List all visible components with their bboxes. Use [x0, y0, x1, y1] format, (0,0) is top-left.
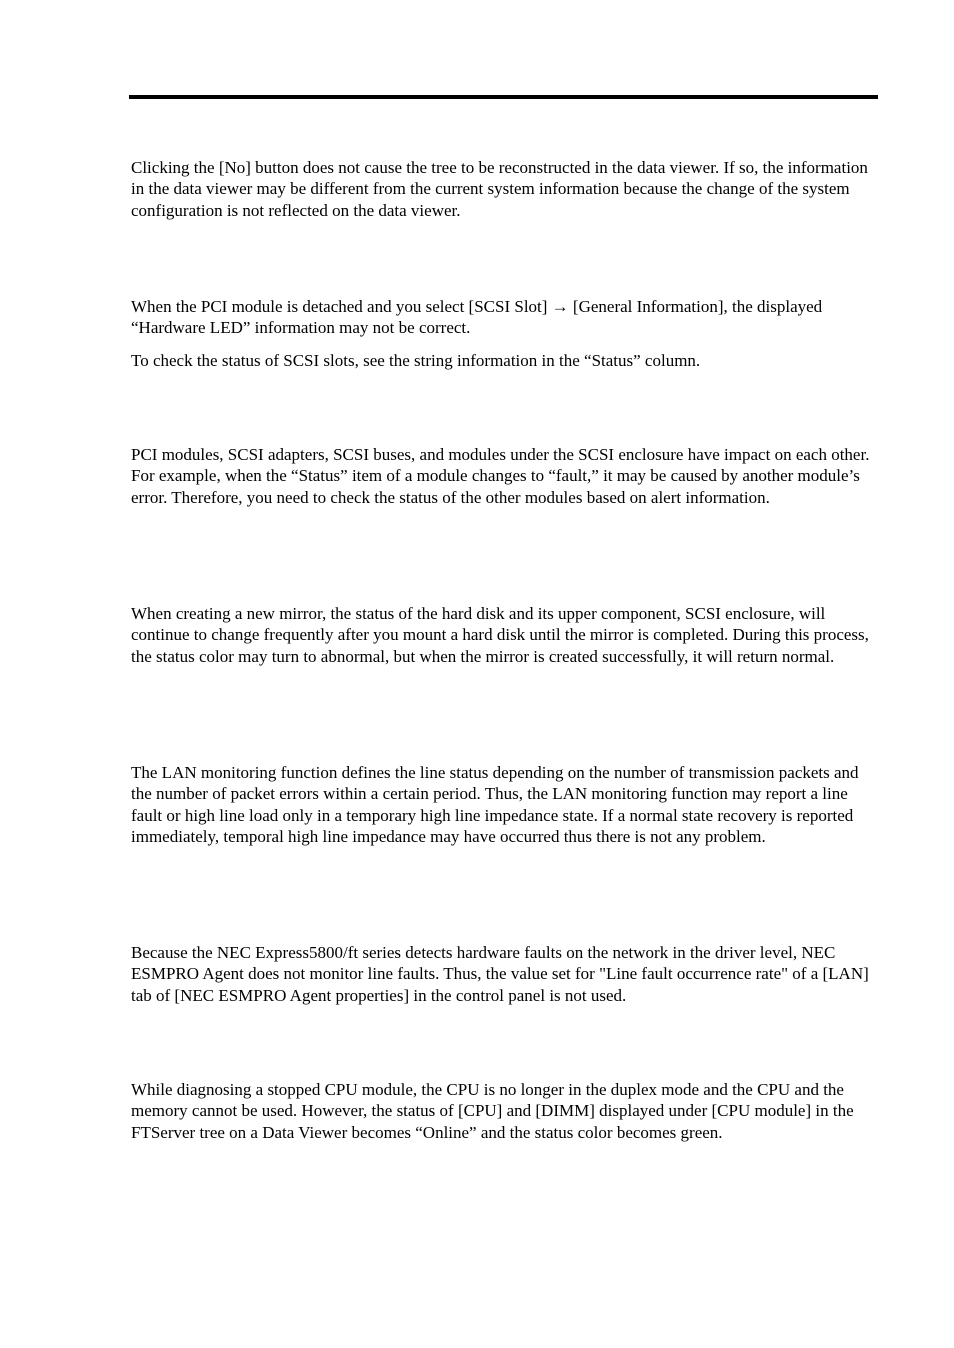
paragraph-tree-reconstruct: Clicking the [No] button does not cause the tree to be reconstructed in the data viewer. If so, the information in the data viewer may be different from the current system information because the change of the system configuration is not reflected on the data viewer. — [131, 158, 868, 220]
paragraph-scsi-slot-status: To check the status of SCSI slots, see the string information in the “Status” column. — [131, 351, 701, 370]
paragraph-lan-monitoring: The LAN monitoring function defines the line status depending on the number of transmission packets and the number of packet errors within a certain period. Thus, the LAN monitoring function may report a line fault or high line load only in a temporary high line impedance state. If a normal state recovery is reported immediately, temporal high line impedance may have occurred thus there is not any problem. — [131, 763, 859, 847]
paragraph-new-mirror: When creating a new mirror, the status of the hard disk and its upper component, SCSI enclosure, will continue to change frequently after you mount a hard disk until the mirror is completed. During this process, the status color may turn to abnormal, but when the mirror is created successfully, it will return normal. — [131, 604, 869, 666]
paragraph-cpu-diagnosis: While diagnosing a stopped CPU module, the CPU is no longer in the duplex mode and the CPU and the memory cannot be used. However, the status of [CPU] and [DIMM] displayed under [CPU module] in the FTServer tree on a Data Viewer becomes “Online” and the status color becomes green. — [131, 1080, 854, 1142]
paragraph-module-impact: PCI modules, SCSI adapters, SCSI buses, and modules under the SCSI enclosure have impact on each other. For example, when the “Status” item of a module changes to “fault,” it may be caused by another module’s error. Therefore, you need to check the status of the other modules based on alert information. — [131, 445, 870, 507]
header-rule — [129, 95, 878, 99]
paragraph-pci-detached: When the PCI module is detached and you select [SCSI Slot] → [General Information], the displayed “Hardware LED” information may not be correct. — [131, 297, 823, 338]
paragraph-line-faults: Because the NEC Express5800/ft series detects hardware faults on the network in the driver level, NEC ESMPRO Agent does not monitor line faults. Thus, the value set for "Line fault occurrence rate" of a [LAN] tab of [NEC ESMPRO Agent properties] in the control panel is not used. — [131, 943, 869, 1005]
